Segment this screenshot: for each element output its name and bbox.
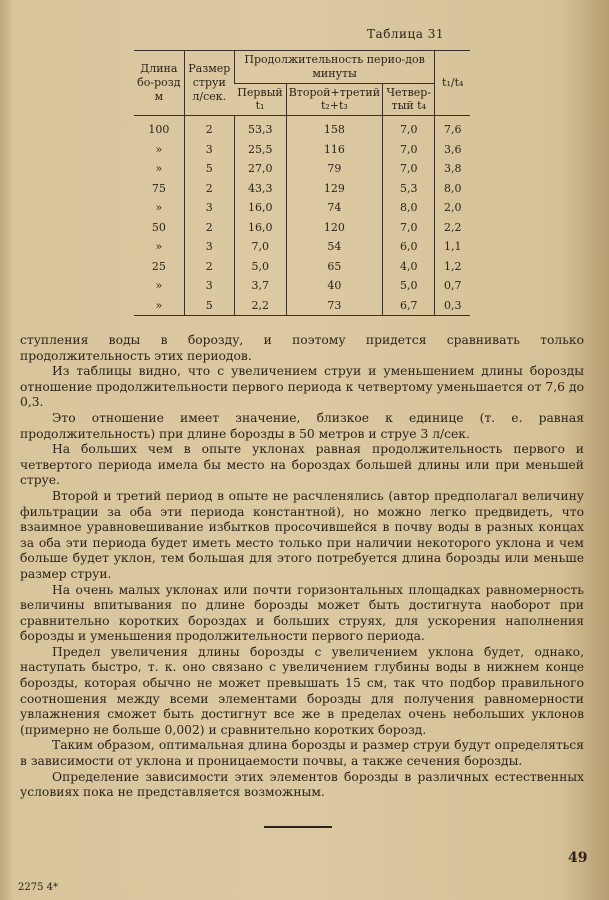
page-number: 49 [568,850,588,866]
cell-length: » [155,240,163,254]
cell-first: 5,0 [234,257,286,277]
cell-ratio: 3,6 [435,140,470,160]
cell-fourth: 7,0 [383,159,435,179]
cell-first: 27,0 [234,159,286,179]
cell-fourth: 5,0 [383,276,435,296]
cell-first: 25,5 [234,140,286,160]
cell-stream: 2 [184,116,234,140]
table-row [134,237,470,257]
cell-stream: 3 [184,237,234,257]
paragraph: ступления воды в борозду, и поэтому придется сравнивать только продолжительность этих периодов. [20,333,584,363]
cell-ratio: 2,0 [435,198,470,218]
cell-ratio: 8,0 [435,179,470,199]
body-text [20,333,584,801]
cell-ratio: 0,3 [435,296,470,316]
header-second-third: Второй+третий t₂+t₃ [286,83,382,116]
cell-length: » [155,201,163,215]
cell-second-third: 129 [286,179,382,199]
cell-second-third: 120 [286,218,382,238]
cell-first: 43,3 [234,179,286,199]
cell-ratio: 1,1 [435,237,470,257]
cell-fourth: 7,0 [383,218,435,238]
paragraph: Из таблицы видно, что с увеличением струи и уменьшением длины борозды отношение продолжительности первого периода к четвертому уменьшается от 7,6 до 0,3. [20,364,584,410]
cell-second-third: 73 [286,296,382,316]
header-fourth: Четвер-тый t₄ [383,83,435,116]
cell-stream: 3 [184,276,234,296]
cell-second-third: 40 [286,276,382,296]
cell-stream: 2 [184,257,234,277]
cell-stream: 5 [184,296,234,316]
cell-fourth: 4,0 [383,257,435,277]
cell-fourth: 7,0 [383,116,435,140]
cell-fourth: 6,7 [383,296,435,316]
paragraph: Предел увеличения длины борозды с увеличением уклона будет, однако, наступать быстро, т. к. оно связано с увеличением глубины воды в нижнем конце борозды, которая обычно не может превышать 15 см, так что подбор правильного соотношения между всеми элементами борозды для получения равномерности увлажнения сможет быть достигнут все же в пределах очень небольших уклонов (примерно не больше 0,002) и сравнительно коротких борозд. [20,644,584,737]
cell-first: 16,0 [234,198,286,218]
header-ratio: t₁/t₄ [435,51,470,116]
cell-ratio: 1,2 [435,257,470,277]
header-duration-group: Продолжительность перио-дов минуты [234,51,435,84]
table-row [134,198,470,218]
table-caption: Таблица 31 [367,27,444,41]
cell-ratio: 2,2 [435,218,470,238]
table-row [134,218,470,238]
cell-fourth: 8,0 [383,198,435,218]
cell-length: » [155,142,163,156]
cell-ratio: 7,6 [435,116,470,140]
cell-length: 25 [151,259,166,273]
table-row [134,179,470,199]
cell-stream: 2 [184,218,234,238]
paragraph: Таким образом, оптимальная длина борозды и размер струи будут определяться в зависимости от уклона и проницаемости почвы, а также сечения борозды. [20,738,584,769]
cell-fourth: 5,3 [383,179,435,199]
paragraph: На очень малых уклонах или почти горизонтальных площадках равномерность величины впитывания по длине борозды может быть достигнута наоборот при сравнительно коротких бороздах и больших струях, для ускорения наполнения борозды и уменьшения продолжительности первого периода. [20,582,584,644]
cell-second-third: 65 [286,257,382,277]
cell-ratio: 0,7 [435,276,470,296]
cell-length: » [155,279,163,293]
cell-length: 50 [151,220,166,234]
cell-second-third: 116 [286,140,382,160]
table-row [134,276,470,296]
header-stream: Размер струи л/сек. [184,51,234,116]
cell-first: 3,7 [234,276,286,296]
paragraph: На больших чем в опыте уклонах равная продолжительность первого и четвертого периода имела бы место на бороздах большей длины или при меньшей струе. [20,442,584,488]
cell-first: 16,0 [234,218,286,238]
cell-first: 53,3 [234,116,286,140]
cell-length: » [134,296,184,316]
cell-stream: 2 [184,179,234,199]
cell-fourth: 6,0 [383,237,435,257]
cell-stream: 5 [184,159,234,179]
cell-second-third: 74 [286,198,382,218]
divider-rule [264,826,332,828]
table-row [134,140,470,160]
cell-second-third: 79 [286,159,382,179]
cell-length: » [155,162,163,176]
data-table [134,50,470,316]
paragraph: Определение зависимости этих элементов борозды в различных естественных условиях пока не представляется возможным. [20,769,584,800]
table-row [134,296,470,316]
cell-second-third: 54 [286,237,382,257]
paragraph: Это отношение имеет значение, близкое к единице (т. е. равная продолжительность) при длине борозды в 50 метров и струе 3 л/сек. [20,410,584,441]
cell-ratio: 3,8 [435,159,470,179]
cell-length: 75 [151,181,166,195]
table-row [134,159,470,179]
table-row [134,257,470,277]
cell-first: 2,2 [234,296,286,316]
cell-fourth: 7,0 [383,140,435,160]
cell-second-third: 158 [286,116,382,140]
header-first: Первый t₁ [234,83,286,116]
cell-stream: 3 [184,198,234,218]
cell-stream: 3 [184,140,234,160]
cell-first: 7,0 [234,237,286,257]
paragraph: Второй и третий период в опыте не расчленялись (автор предполагал величину фильтрации за оба эти периода константной), но можно легко предвидеть, что взаимное уравновешивание избытков просочившейся в почву воды в разных концах за оба эти периода будет иметь место только при наличии некоторого уклона и чем больше будет уклон, тем большая для этого потребуется длина борозды или меньше размер струи. [20,488,584,581]
cell-length: 100 [148,123,170,137]
table-row [134,116,470,140]
header-length: Длина бо-розд м [134,51,184,116]
signature-mark: 2275 4* [18,882,58,893]
